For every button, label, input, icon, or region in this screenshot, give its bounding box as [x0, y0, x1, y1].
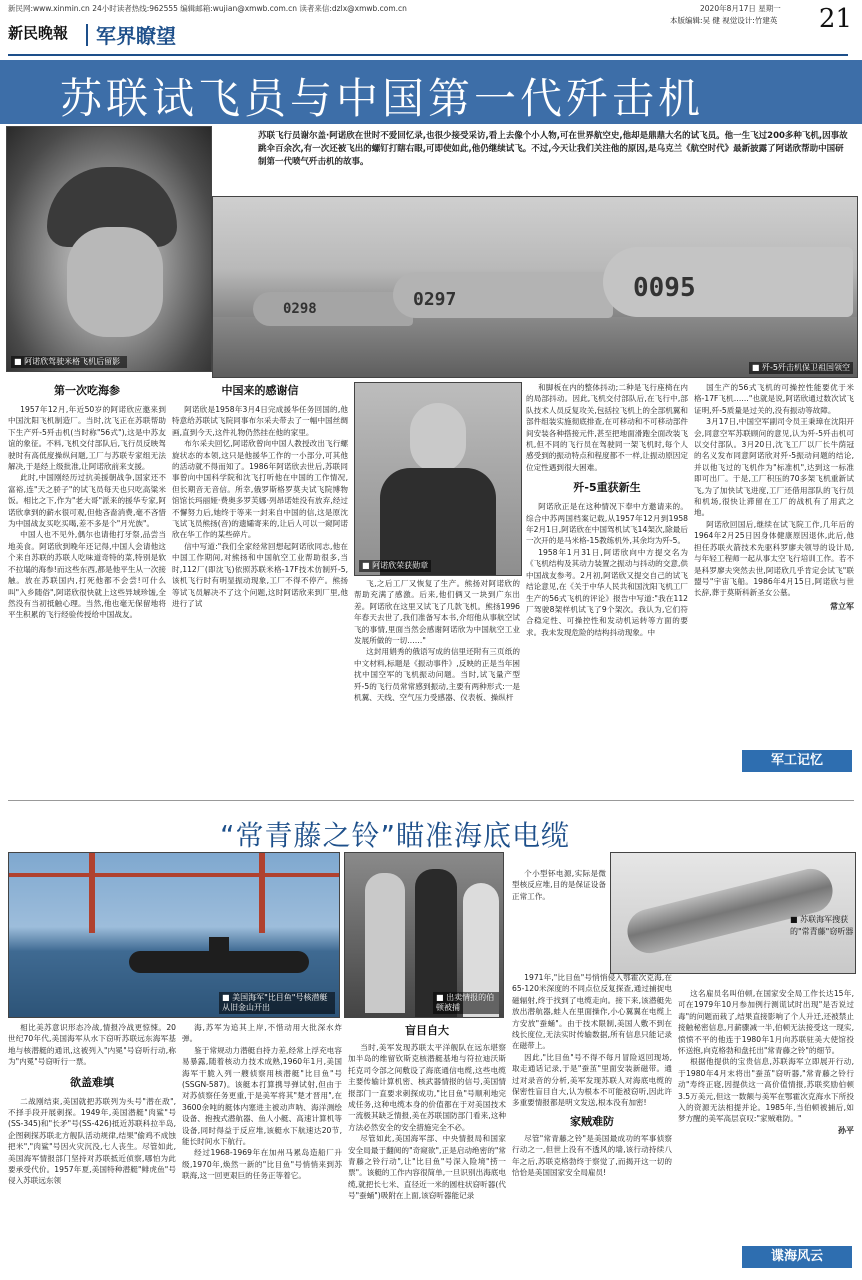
pilot-photo-caption: ■ 阿诺欣驾驶米格飞机后留影	[11, 356, 127, 368]
paragraph: 此时,中国刚经历过抗美援朝战争,国家还不富裕,连"天之骄子"的试飞员每天也只吃高粱米饭。相比之下,作为"老大哥"派来的援华专家,阿诺欣拿到的薪水很可观,但他吝啬消费,毫不吝惜为中国战友买吃买喝,差不多是个"月光族"。	[8, 473, 166, 529]
portrait-suit	[380, 468, 496, 575]
portrait-photo	[354, 382, 522, 576]
portrait-caption: ■ 阿诺欣荣获勋章	[359, 560, 431, 572]
planes-photo	[212, 196, 858, 378]
article-1-col-1	[8, 382, 166, 621]
paragraph: 1971年,"比目鱼"号悄悄侵入鄂霍次克海,在65-120米深度的不同点位反复探查,通过捕捉电磁辐射,终于找到了电缆走向。接下来,该潜艇先放出潜航器,蛙人在里面操作,小心翼翼在电缆上方安放"蚕蛹"。由于技术限制,美国人敷不到在线长度位,无法实时传输数据,所有信息只能记录在磁带上。	[512, 973, 672, 1051]
article-2-col-4a	[512, 868, 606, 902]
paragraph: 经过1968-1969年在加州马累岛造船厂升级,1970年,焕然一新的"比目鱼"号悄悄来到苏联海,这一回更艰巨的任务正等着它。	[182, 1148, 342, 1181]
paragraph: 布尔采夫回忆,阿诺欣曾向中国人教授改出飞行螺旋状态的本领,这只是他援华工作的一小部分,可其他的活动就不得而知了。1986年阿诺欣去世后,苏联同事曾向中国科学院和沈飞打听他在中国的工作情况,但长期音无音信。所幸,俄罗斯格罗莫夫试飞院博物馆馆长玛丽娅·费奥多罗芙娜·列昂诺娃没有放弃,经过不懈努力后,她终于等来一封来自中国的信,这是原沈飞试飞员熊扬(音)的遗孀寄来的,让后人可以一窥阿诺欣在华工作的某些碎片。	[172, 439, 348, 540]
bridge-deck	[9, 873, 339, 877]
col-4-title: 歼-5重获新生	[573, 481, 641, 495]
top-info-bar	[0, 0, 862, 14]
submarine-photo	[8, 852, 340, 1018]
bridge-tower-1	[89, 853, 95, 933]
paragraph: 和脚板在内的整体抖动;二种是飞行座椅在内的局部抖动。因此,飞机交付部队后,在飞行中,部队技术人员反复攻关,包括拉飞机上的全部机翼和部件组装实施彻底排查,在可移动和不可移动部件间安装各种搭接元件,甚至把地面滑跑全面改装飞机,但不同的飞行员在驾驶同一架飞机时,每个人感受到的振动特点和程度都不一样,让振动原因定位定性遇到很大困难。	[526, 383, 688, 472]
newspaper-logo: 新民晚報	[8, 24, 69, 42]
article-2-col-5	[678, 988, 854, 1136]
submarine-caption: ■ 美国海军"比目鱼"号核潜艇从旧金山开出	[219, 992, 335, 1014]
paragraph: 尽管"常青藤之铃"是美国最成功的军事侦察行动之一,但世上没有不透风的墙,该行动持续八年之后,苏联克格勃终于察觉了,而揭开这一切的恰恰是美国国家安全局雇员!	[512, 1133, 672, 1178]
bridge-tower-2	[259, 853, 265, 933]
paragraph: 阿诺欣是1958年3月4日完成援华任务回国的,他特意给苏联试飞院同事布尔采夫带去了一幅中国丝绸画,直到今天,这件礼物仍然挂在他的家里。	[172, 405, 348, 437]
device-caption: ■ 苏联海军搜获的"常青藤"窃听器	[790, 915, 854, 936]
page-number: 21	[818, 4, 852, 34]
section-title: 军界瞭望	[96, 24, 176, 48]
a2-col-4-title: 家贼难防	[570, 1114, 614, 1128]
column-tag-military: 军工记忆	[742, 750, 852, 772]
editors-line: 本版编辑:吴 健 视觉设计:竹建英	[670, 16, 778, 25]
paragraph: 鉴于常规动力潜艇自持力差,经常上浮充电容易暴露,随着核动力技术成熟,1960年1月,美国海军干脆入列一艘侦察用核潜艇"比目鱼"号(SSGN-587)。该艇本打算携导弹试射,但由于对苏侦察任务更重,于是美军将其"楚才晋用",在3600余吨的艇体内塞进主被动声呐、海洋测绘设备、抱拽式潜航器、鱼人小艇、高速计算机等设备,同时得益于反应堆,该艇水下航速达20节,能长时间水下航行。	[182, 1045, 342, 1147]
col-2-title: 中国来的感谢信	[221, 384, 299, 397]
paragraph: 这名雇员名叫伯顿,在国家安全局工作长达15年,可在1979年10月参加例行测谎试时出现"是否说过毒"的问题而栽了,结果直接影响了个人升迁,还被禁止接触秘密信息,月薪骤减一半,伯顿无法接受这一现实,愤愤不平的他连于1980年1月向苏联驻美大使馆投怀送抱,向克格勃和盘托出"常青藤之铃"的细节。	[678, 989, 854, 1056]
arrest-caption: ■ 出卖情报的伯顿被捕	[433, 992, 499, 1014]
col-1-title: 第一次吃海参	[54, 384, 120, 397]
arrest-photo	[344, 852, 504, 1018]
masthead	[8, 20, 848, 56]
planes-photo-caption: ■ 歼-5歼击机保卫祖国领空	[749, 362, 853, 374]
paragraph: 根据他提供的宝贵信息,苏联海军立即展开行动,于1980年4月末将出"蚕茧"窃听器,"常青藤之铃行动"寿终正寝,因提供这一高价值情报,苏联奖励伯顿3.5万美元,但这一数额与美军在鄂霍次克海水下所投入的资源无法相提并论。1985年,当伯顿被捕后,如梦方醒的美军高层哀叹:"家贼难防。"	[678, 1057, 854, 1124]
issue-date: 2020年8月17日 星期一	[700, 4, 781, 13]
paragraph: 阿诺欣正是在这种情况下奉中方邀请来的。综合中苏两国档案记载,从1957年12月到1958年2月1日,阿诺欣在中国驾机试飞14架次,除最后一次开的是马米格-15教练机外,其余均为歼-5。	[526, 502, 688, 546]
paragraph: 国生产的56式飞机的可操控性能要优于米格-17F飞机……"也就是说,阿诺欣通过数次试飞证明,歼-5质量是过关的,没有振动等故障。	[694, 383, 854, 415]
paragraph: 二战刚结束,美国就把苏联列为头号"潜在敌",不择手段开展刺探。1949年,美国潜艇"肉鲨"号(SS-345)和"长矛"号(SS-426)抵近苏联科拉半岛,企图刺探苏联北方舰队活动规律,结果"偷鸡不成蚀把米","肉鲨"号因火灾沉没,七人丧生。尽管如此,美国海军情报部门坚持对苏联抵近侦察,哪怕为此要承受代价。1957年夏,美国特种潜艇"鲱虎鱼"号侵入苏联远东领	[8, 1096, 176, 1186]
paragraph: 尽管如此,美国海军部、中央情报局和国家安全局最于翻阅的"奇窥欲",正是启动绝密的"常青藤之铃行动",让"比目鱼"号深入险境"捞一票"。该艇的工作内容很简单,一旦识别出海底电缆,就把长七米、直径近一米的圆柱状窃听器(代号"蚕蛹")吸附在上面,该窃听器能记录	[348, 1134, 506, 1201]
article-1-col-5	[694, 382, 854, 612]
headline-1: 苏联试飞员与中国第一代歼击机	[60, 74, 705, 123]
paragraph: 1958年1月31日,阿诺欣向中方提交名为《飞机结构及其动力装置之振动与抖动的交意,供中国战友参考。2月初,阿诺欣又提交自己的试飞结论意见,在《关于中华人民共和国沈阳飞机工厂生产的56式飞机的评论》报告中写道:"我在112厂驾驶8架样机试飞了9个架次。我认为,它们符合稳定性、可操控性和发动机运转等方面的要求。我未发现危险的结构抖动现象。中	[526, 547, 688, 637]
article-2-col-4	[512, 972, 672, 1179]
face-shape	[67, 227, 163, 337]
paragraph: 因此,"比目鱼"号不得不每月冒险返回现场,取走通话记录,于是"蚕茧"里面安装新磁带。通过对录音的分析,美军发现苏联人对海底电缆的保密性盲目自大,认为根本不可能被窃听,因此许多重要情报都是明文发送,根本没有加密!	[512, 1052, 672, 1108]
article-2-author: 孙平	[838, 1125, 854, 1135]
article-2-col-1	[8, 1022, 176, 1187]
article-2-col-2	[182, 1022, 342, 1182]
paragraph: 信中写道:"我们全家经常回想起阿诺欣同志,他在中国工作期间,对熊扬和中国航空工业帮助很多,当时,112厂(即沈飞)依照苏联米格-17F技术仿制歼-5,该机飞行时有明显振动现象,工厂不得不停产。熊扬等试飞员解决不了这个问题,这时阿诺欣来到厂里,他进行了试	[172, 541, 348, 608]
headline-2-area	[0, 808, 862, 852]
a2-col-1-title: 欲盖难填	[70, 1075, 114, 1089]
plane-number-2: 0297	[413, 289, 457, 310]
column-tag-spy: 谍海风云	[742, 1246, 852, 1268]
article-2-col-3	[348, 1022, 506, 1202]
submarine-sail	[209, 937, 229, 953]
paragraph: 飞,之后工厂又恢复了生产。熊扬对阿诺欣的帮助充满了感激。后来,他们俩又一块到广东出差。阿诺欣在这里又试飞了几款飞机。熊扬1996年春天去世了,我们准备写本书,介绍他从事航空试飞的事情,里面当然会感谢阿诺欣为中国航空工业发展所做的一切……"	[354, 579, 520, 646]
pilot-photo	[6, 126, 212, 372]
article-1-author: 常立军	[830, 601, 854, 611]
headline-2: “常青藤之铃”瞄准海底电缆	[220, 819, 571, 852]
article-1-col-2	[172, 382, 348, 609]
person-shape-1	[365, 873, 405, 1013]
submarine-hull	[129, 951, 309, 973]
paragraph: 海,苏军为追其上岸,不惜动用大批深水炸弹。	[182, 1023, 342, 1044]
device-cylinder	[623, 864, 837, 957]
contact-info: 新民网:www.xinmin.cn 24小时读者热线:962555 编辑邮箱:wujian@xmwb.com.cn 读者来信:dzlx@xmwb.com.cn	[8, 4, 407, 13]
paragraph: 1957年12月,年近50岁的阿诺欣应邀来到中国沈阳飞机制造厂。当时,沈飞正在苏联帮助下生产歼-5歼击机(当时称"56式"),这是中苏友谊的象征。不料,飞机交付部队后,飞行员反映驾驶时有高低度操纵问题,工厂与苏联专家组无法解决,于是经上级批准,让阿诺欣前来支援。	[8, 405, 166, 472]
paragraph: 个小型钚电源,实际是微型核反应堆,目的是保证设备正常工作。	[512, 869, 606, 901]
paragraph: 当时,美军发现苏联太平洋舰队在远东堪察加半岛的维留钦斯克核潜艇基地与符拉迪沃斯托克司令部之间敷设了海底通信电缆,这些电缆主要传输计算机密、核武器情报的信号,美国情报部门一直要求刺探成功,"比目鱼"号顺利地完成任务,这种电缆本身的价值都在于对美国技术一流极其缺乏情报,美在苏联国防部门看来,这种方法必然安全的安全措施完全不必。	[348, 1043, 506, 1132]
paragraph: 中国人也不见外,偶尔也请他打牙祭,品尝当地美食。阿诺欣到晚年还记得,中国人会请他这个来自苏联的苏联人吃味道奇特的菜,特别是软不拉塌的海参!而这些东西,都是他平生从一次接触。放在苏联国内,打死他都不会尝!可什么叫"入乡随俗",阿诺欣很快就上这些异域珍馐,全然没有当初抵触心理。当然,他也毫无保留地将平生积累的飞行经验传授给中国战友。	[8, 530, 166, 620]
headline-banner	[0, 60, 862, 124]
portrait-head	[410, 403, 466, 473]
plane-shape-1	[253, 292, 413, 326]
section-divider	[8, 800, 854, 801]
article-1-intro: 苏联飞行员谢尔盖·阿诺欣在世时不爱回忆录,也很少接受采访,看上去像个小人物,可在世界航空史,他却是鼎鼎大名的试飞员。他一生飞过200多种飞机,因事故跳伞百余次,有一次还被飞出的螺钉打瞎右眼,可即使如此,他仍继续试飞。不过,今天让我们关注他的原因,是乌克兰《航空时代》最新披露了阿诺欣帮助中国研制第一代喷气歼击机的故事。	[258, 131, 848, 167]
paragraph: 这封用娟秀的俄语写成的信里还附有三页纸的中文材料,标题是《振动事件》,反映的正是当年困扰中国空军的飞机振动问题。当时,试飞量产型歼-5的飞行员常常感到振动,主要有两种形式:一是机翼、天线、空气压力受感器、仪表板、操纵杆	[354, 647, 520, 703]
paragraph: 阿诺欣回国后,继续在试飞院工作,几年后的1964年2月25日因身体健康原因退休,此后,他担任苏联火箭技术先驱科罗廖夫领导的设计局,与年轻工程师一起从事太空飞行培训工作。若不是科罗廖夫突然去世,阿诺欣几乎肯定会试飞"联盟号"宇宙飞船。1986年4月15日,阿诺欣与世长辞,葬于莫斯科新圣女公墓。	[694, 519, 854, 598]
plane-number-3: 0095	[633, 273, 696, 303]
plane-number-1: 0298	[283, 301, 317, 317]
paragraph: 相比美苏意识形态冷战,情报冷战更惊悚。20世纪70年代,美国海军从水下窃听苏联远东海军基地与核潜艇的通讯,这被列入"内冕"号窃听行动,称为"内冕"号窃听行一票。	[8, 1023, 176, 1067]
article-1-col-3	[354, 578, 520, 703]
masthead-divider	[86, 24, 88, 46]
a2-col-3-title: 盲目自大	[405, 1024, 449, 1037]
paragraph: 3月17日,中国空军副司令员王秉璋在沈阳开会,同意空军苏联顾问的意见,认为歼-5歼击机可以交付部队。3月20日,沈飞工厂以厂长牛荫冠的名义发布同意阿诺欣对歼-5振动问题的结论,并以他飞过的飞机作为"标准机",达到这一标准即可出厂。于是,工厂积压的70多架飞机重新试飞,为了加快试飞进度,工厂还借用部队的飞行员和机场,很快让滞留在工厂的战机有了用武之地。	[694, 417, 854, 518]
article-1-col-4	[526, 382, 688, 638]
device-photo	[610, 852, 856, 974]
